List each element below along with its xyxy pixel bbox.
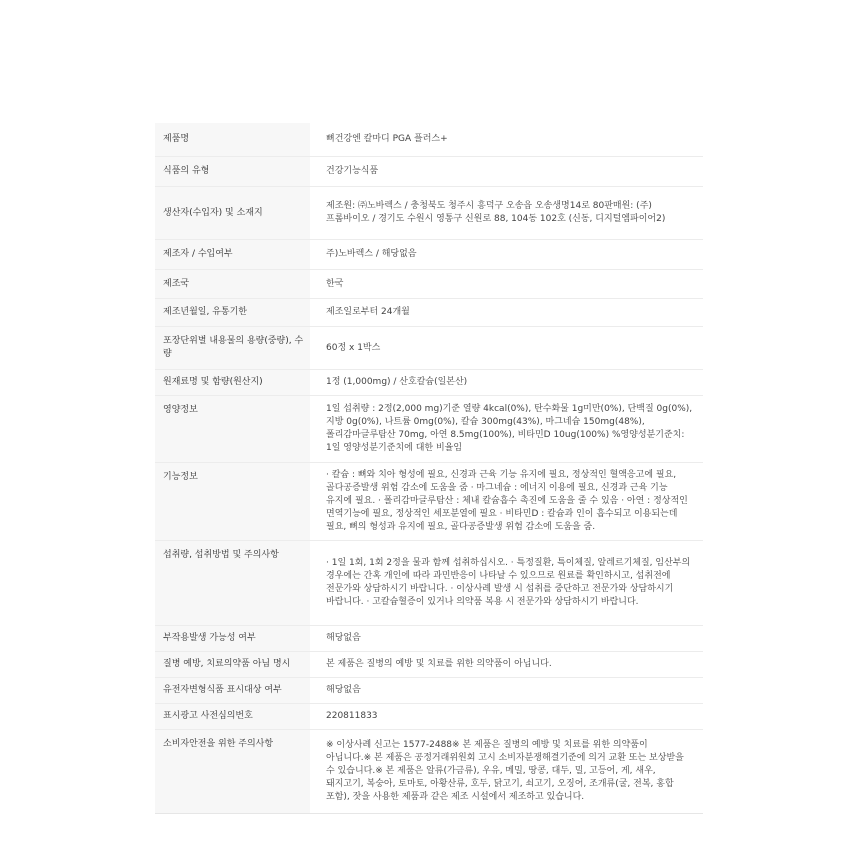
- table-row: [155, 703, 703, 729]
- row-value: 제조일로부터 24개월: [326, 307, 410, 317]
- row-value: 60정 x 1박스: [326, 342, 381, 353]
- row-label: 원재료명 및 함량(원산지): [155, 370, 310, 395]
- row-label: 부작용발생 가능성 여부: [155, 626, 310, 651]
- table-row: [155, 186, 703, 239]
- row-label: 제조국: [155, 270, 310, 298]
- row-label: 포장단위별 내용물의 용량(중량), 수량: [155, 327, 310, 369]
- row-label: 섭취량, 섭취방법 및 주의사항: [155, 541, 310, 625]
- row-value: 본 제품은 질병의 예방 및 치료를 위한 의약품이 아닙니다.: [326, 659, 552, 669]
- row-value: · 1일 1회, 1회 2정을 물과 함께 섭취하십시오. · 특정질환, 특이체질, 알레르기체질, 임산부의 경우에는 간혹 개인에 따라 과민반응이 나타날 수 있으므로 원료를 확인하시고, 섭취전에 전문가와 상담하시기 바랍니다. · 이상사례 발생 시 섭취를 중단하고 전문가와 상담하시기 바랍니다. · 고칼슘혈증이 있거나 의약품 복용 시 전문가와 상담하시기 바랍니다.: [326, 558, 691, 607]
- row-value: · 칼슘 : 뼈와 치아 형성에 필요, 신경과 근육 기능 유지에 필요, 정상적인 혈액응고에 필요, 골다공증발생 위험 감소에 도움을 줌 · 마그네슘 : 에너지 이용에 필요, 신경과 근육 기능 유지에 필요. · 폴리감마글루탐산 : 체내 칼슘흡수 촉진에 도움을 줄 수 있음 · 아연 : 정상적인 면역기능에 필요, 정상적인 세포분열에 필요 · 비타민D : 칼슘과 인이 흡수되고 이용되는데 필요, 뼈의 형성과 유지에 필요, 골다공증발생 위험 감소에 도움을 줌.: [326, 470, 688, 532]
- row-value: 1일 섭취량 : 2정(2,000 mg)기준 열량 4kcal(0%), 탄수화물 1g미만(0%), 단백질 0g(0%), 지방 0g(0%), 나트륨 0mg(0%), 칼슘 300mg(43%), 마그네슘 150mg(48%), 폴리감마글루탐산 70mg, 아연 8.5mg(100%), 비타민D 10ug(100%) %영양성분기준치: 1일 영양성분기준치에 대한 비율임: [326, 404, 693, 453]
- table-row: [155, 651, 703, 677]
- row-label: 생산자(수입자) 및 소재지: [155, 187, 310, 239]
- table-row: [155, 395, 703, 462]
- table-row: [155, 326, 703, 369]
- row-value: 해당없음: [326, 685, 361, 695]
- row-label: 식품의 유형: [155, 157, 310, 186]
- row-label: 질병 예방, 치료의약품 아님 명시: [155, 652, 310, 677]
- table-row: [155, 729, 703, 813]
- row-label: 제조자 / 수입여부: [155, 240, 310, 269]
- row-value: 제조원: ㈜노바렉스 / 충청북도 청주시 흥덕구 오송읍 오송생명14로 80판매원: (주)프롬바이오 / 경기도 수원시 영통구 신원로 88, 104동 102호 (신동, 디지털엠파이어2): [326, 201, 666, 224]
- row-label: 영양정보: [155, 396, 310, 462]
- row-label: 소비자안전을 위한 주의사항: [155, 730, 310, 813]
- row-label: 제품명: [155, 123, 310, 156]
- table-row: [155, 123, 703, 156]
- row-value: ※ 이상사례 신고는 1577-2488※ 본 제품은 질병의 예방 및 치료를 위한 의약품이 아닙니다.※ 본 제품은 공정거래위원회 고시 소비자분쟁해결기준에 의거 교환 또는 보상받을 수 있습니다.※ 본 제품은 알류(가금류), 우유, 메밀, 땅콩, 대두, 밀, 고등어, 게, 새우, 돼지고기, 복숭아, 토마토, 아황산류, 호두, 닭고기, 쇠고기, 오징어, 조개류(굴, 전복, 홍합 포함), 잣을 사용한 제품과 같은 제조 시설에서 제조하고 있습니다.: [326, 740, 684, 802]
- row-value: 220811833: [326, 711, 378, 721]
- row-label: 제조년월일, 유통기한: [155, 299, 310, 326]
- row-value: 해당없음: [326, 633, 361, 643]
- table-row: [155, 625, 703, 651]
- table-row: [155, 540, 703, 625]
- product-info-table: [155, 123, 703, 814]
- row-label: 표시광고 사전심의번호: [155, 704, 310, 729]
- row-label: 유전자변형식품 표시대상 여부: [155, 678, 310, 703]
- row-label: 기능정보: [155, 463, 310, 540]
- table-row: [155, 269, 703, 298]
- row-value: 1정 (1,000mg) / 산호칼슘(일본산): [326, 377, 468, 387]
- table-row: [155, 462, 703, 540]
- row-value: 뼈건강엔 칼마디 PGA 플러스+: [326, 134, 448, 144]
- table-row: [155, 239, 703, 269]
- row-value: 한국: [326, 278, 344, 289]
- table-row: [155, 298, 703, 326]
- row-value: 건강기능식품: [326, 166, 379, 176]
- table-row: [155, 677, 703, 703]
- table-row: [155, 156, 703, 186]
- row-value: 주)노바렉스 / 해당없음: [326, 249, 417, 259]
- table-row: [155, 369, 703, 395]
